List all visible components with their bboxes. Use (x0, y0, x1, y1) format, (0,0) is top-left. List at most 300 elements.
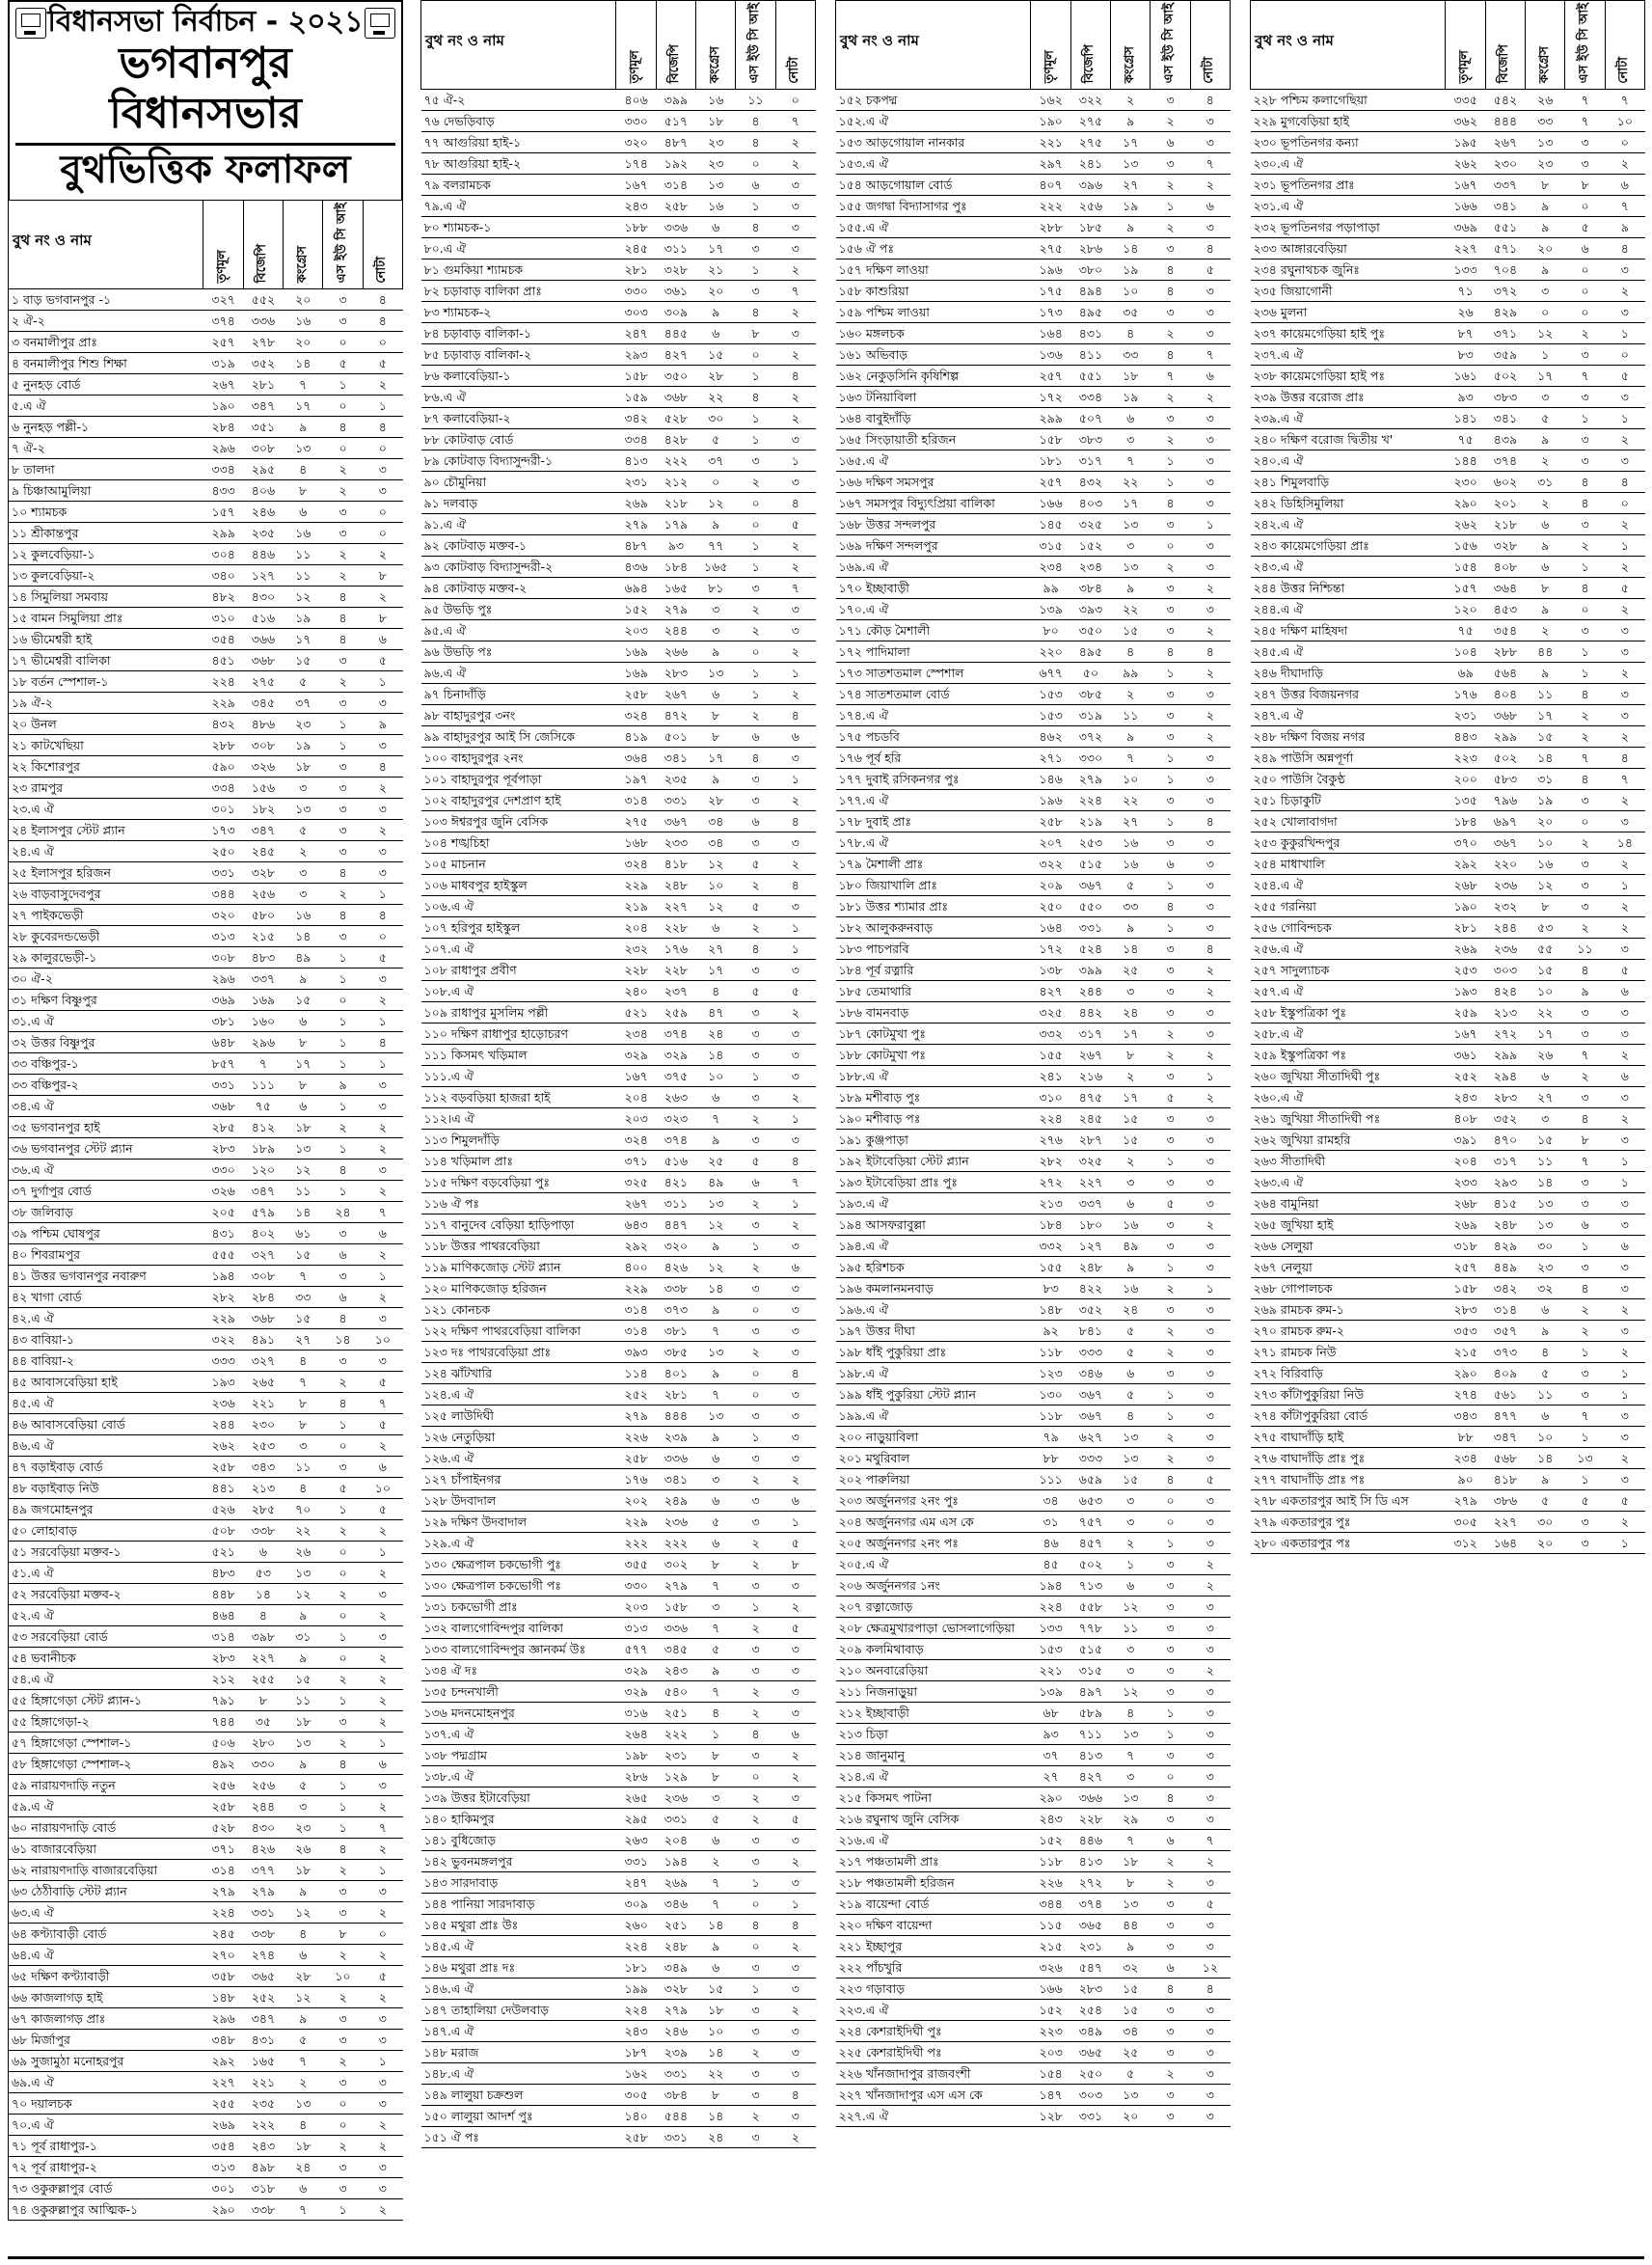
vote-cell: ২৪০ (616, 981, 656, 1002)
booth-name-cell: ২৪৫ দক্ষিণ মাহিষদা (1251, 620, 1446, 641)
vote-cell: ৪ (1565, 960, 1605, 981)
table-row (421, 344, 816, 366)
vote-cell: ১৬ (696, 90, 736, 111)
booth-name-cell: ১৩২ বাল্যগোবিন্দপুর বালিকা (421, 1618, 616, 1639)
vote-cell: ২ (1151, 1045, 1190, 1066)
booth-name-cell: ১৪৫ মথুরা প্রাঃ উঃ (421, 1915, 616, 1936)
table-row (836, 1766, 1231, 1787)
vote-cell: ০ (736, 1766, 775, 1787)
table-row (1251, 599, 1645, 620)
vote-cell: ৬৮ (1031, 1703, 1070, 1724)
vote-cell: ৩১৩ (616, 1618, 656, 1639)
vote-cell: ৩৪১ (1485, 196, 1525, 217)
vote-cell: ৩ (1151, 1363, 1190, 1384)
vote-cell: ২৯৯ (1031, 408, 1070, 429)
vote-cell: ১০ (696, 1066, 736, 1087)
vote-cell: ৫২১ (203, 1542, 243, 1563)
table-row (9, 1881, 403, 1902)
vote-cell: ২৫৩ (243, 1435, 283, 1457)
vote-cell: ২৪৪ (1485, 917, 1525, 939)
vote-cell: ১৫ (1111, 620, 1151, 641)
vote-cell: ৩ (1526, 1108, 1565, 1130)
vote-cell: ১ (736, 1872, 775, 1894)
vote-cell: ১৫ (1111, 1469, 1151, 1490)
booth-name-cell: ২৩৮ কায়েমগেড়িয়া হাই পঃ (1251, 366, 1446, 387)
vote-cell: ৬ (363, 1223, 402, 1244)
vote-cell: ১ (1605, 1533, 1644, 1554)
vote-cell: ২৬৯ (1446, 1214, 1485, 1236)
vote-cell: ২৩৬ (1485, 939, 1525, 960)
vote-cell: ৩১৪ (203, 1860, 243, 1881)
table-row (421, 1851, 816, 1872)
vote-cell: ৯ (284, 1605, 323, 1626)
vote-cell: ৫৭৭ (616, 1639, 656, 1660)
vote-cell: ২ (1190, 1660, 1230, 1681)
vote-cell: ১৪ (284, 353, 323, 374)
vote-cell: ১ (775, 939, 815, 960)
vote-cell: ১৫ (1111, 1978, 1151, 2000)
vote-cell: ৩৩৬ (656, 1448, 695, 1469)
vote-cell: ২৬৫ (243, 1372, 283, 1393)
vote-cell: ৪ (1111, 1405, 1151, 1427)
vote-cell: ৩৪৪ (1031, 1894, 1070, 1915)
booth-name-cell: ৪২ খাগা বোর্ড (9, 1287, 203, 1308)
vote-cell: ৮ (696, 705, 736, 726)
vote-cell: ২৮২ (1031, 1151, 1070, 1172)
table-row (1251, 259, 1645, 281)
vote-cell: ৩৩০ (1070, 748, 1110, 769)
booth-name-cell: ২৬৩ সীতাদিঘী (1251, 1151, 1446, 1172)
vote-cell: ২৬৩ (656, 1087, 695, 1108)
table-row (836, 1469, 1231, 1490)
vote-cell: ৪ (363, 311, 402, 332)
vote-cell: ১ (1565, 663, 1605, 684)
vote-cell: ৯ (696, 769, 736, 790)
vote-cell: ৫৪৪ (656, 2106, 695, 2127)
vote-cell: ১৭৩ (1031, 302, 1070, 323)
booth-name-cell: ২১৮ পঞ্চতামলী হরিজন (836, 1872, 1031, 1894)
vote-cell: ১ (323, 1011, 363, 1032)
vote-cell: ২ (1605, 896, 1644, 917)
vote-cell: ৩৩১ (203, 1075, 243, 1096)
table-row (421, 302, 816, 323)
table-row (9, 862, 403, 884)
booth-name-cell: ১৫২.এ ঐ (836, 111, 1031, 132)
vote-cell: ৪৮৭ (656, 132, 695, 153)
table-row (9, 1584, 403, 1605)
vote-cell: ৪২১ (656, 1172, 695, 1193)
vote-cell: ৭ (1565, 1405, 1605, 1427)
table-row (836, 1363, 1231, 1384)
vote-cell: ৩ (1151, 599, 1190, 620)
vote-cell: ৩ (1190, 1299, 1230, 1321)
vote-cell: ৭ (1565, 748, 1605, 769)
booth-name-cell: ১৫৩ আড়গোয়াল নানকার (836, 132, 1031, 153)
table-row (421, 1490, 816, 1512)
vote-cell: ৯ (1111, 917, 1151, 939)
vote-cell: ২০ (696, 281, 736, 302)
vote-cell: ৩ (1151, 790, 1190, 811)
vote-cell: ৩২৭ (243, 1244, 283, 1266)
table-row (1251, 1087, 1645, 1108)
vote-cell: ৩৩২ (1031, 1236, 1070, 1257)
table-row (421, 1130, 816, 1151)
table-row (1251, 875, 1645, 896)
table-row (9, 778, 403, 799)
vote-cell: ৩১৮ (1446, 1236, 1485, 1257)
vote-cell: ২৭০ (203, 1945, 243, 1966)
table-row (9, 417, 403, 438)
vote-cell: ২ (363, 1690, 402, 1711)
vote-cell: ৩০৮ (203, 947, 243, 969)
vote-cell: ১৭ (1526, 1023, 1565, 1045)
vote-cell: ৩ (1151, 90, 1190, 111)
vote-cell: ১৬৫ (696, 557, 736, 578)
vote-cell: ৪ (736, 302, 775, 323)
vote-cell: ৯ (1526, 196, 1565, 217)
vote-cell: ৯ (284, 2008, 323, 2030)
table-row (9, 1351, 403, 1372)
vote-cell: ২৯০ (1446, 1363, 1485, 1384)
vote-cell: ৪ (1190, 238, 1230, 259)
vote-cell: ১১৮ (1031, 1405, 1070, 1427)
vote-cell: ৫১৬ (243, 608, 283, 629)
vote-cell: ১৬৯ (243, 990, 283, 1011)
vote-cell: ৫ (696, 1639, 736, 1660)
booth-name-cell: ৬৩ ঠেঠীবাড়ি স্টেট প্ল্যান (9, 1881, 203, 1902)
booth-name-cell: ২২৮ পশ্চিম কলাগেছিয়া (1251, 90, 1446, 111)
vote-cell: ৬ (696, 917, 736, 939)
vote-cell: ১৮ (1111, 366, 1151, 387)
booth-name-cell: ২৪৭ উত্তর বিজয়নগর (1251, 684, 1446, 705)
vote-cell: ৩ (323, 289, 363, 311)
booth-name-cell: ১৪৭.এ ঐ (421, 2021, 616, 2042)
table-row (9, 332, 403, 353)
vote-cell: ২৩৪ (1070, 557, 1110, 578)
vote-cell: ৩ (775, 1660, 815, 1681)
table-row (836, 387, 1231, 408)
vote-cell: ৫ (284, 1775, 323, 1796)
booth-name-cell: ৭৫ ঐ-২ (421, 90, 616, 111)
table-row (836, 854, 1231, 875)
table-row (421, 684, 816, 705)
vote-cell: ০ (323, 990, 363, 1011)
vote-cell: ১৩ (1526, 1214, 1565, 1236)
vote-cell: ১ (696, 1724, 736, 1745)
table-row (9, 1181, 403, 1202)
table-row (1251, 684, 1645, 705)
vote-cell: ১২৮ (1031, 2106, 1070, 2127)
vote-cell: ১৭৯ (656, 514, 695, 535)
vote-cell: ২২৪ (203, 1902, 243, 1924)
vote-cell: ২৪৪ (243, 1796, 283, 1817)
booth-name-cell: ৮৯ কোটবাড় বিদ্যাসুন্দরী-১ (421, 450, 616, 472)
vote-cell: ২১৮ (1485, 514, 1525, 535)
booth-name-cell: ২৫৩ কুকুরখিন্দপুর (1251, 832, 1446, 854)
vote-cell: ১৮ (1111, 1851, 1151, 1872)
vote-cell: ১৭ (1111, 1087, 1151, 1108)
vote-cell: ৬৪৩ (616, 1214, 656, 1236)
vote-cell: ১ (363, 1011, 402, 1032)
booth-name-cell: ৪২.এ ঐ (9, 1308, 203, 1329)
vote-cell: ৬ (1526, 514, 1565, 535)
header-booth-name: বুথ নং ও নাম (1251, 1, 1446, 90)
booth-name-cell: ৫৪.এ ঐ (9, 1669, 203, 1690)
vote-cell: ১৩৯ (1031, 1681, 1070, 1703)
vote-cell: ৩৩৮ (243, 1924, 283, 1945)
table-row (836, 366, 1231, 387)
vote-cell: ২৮৩ (1485, 1087, 1525, 1108)
vote-cell: ৮ (1565, 175, 1605, 196)
table-row (836, 1809, 1231, 1830)
vote-cell: ৩১৯ (203, 353, 243, 374)
vote-cell: ৬ (696, 1957, 736, 1978)
table-row (836, 1745, 1231, 1766)
vote-cell: ৩৪৬ (656, 1894, 695, 1915)
vote-cell: ৩৭৪ (1070, 1894, 1110, 1915)
vote-cell: ৩১০ (203, 608, 243, 629)
booth-name-cell: ৫ নুনহড় বোর্ড (9, 374, 203, 396)
vote-cell: ৪ (696, 981, 736, 1002)
vote-cell: ১৫৬ (243, 778, 283, 799)
vote-cell: ৩৪৯ (656, 1957, 695, 1978)
vote-cell: ৪ (323, 1754, 363, 1775)
vote-cell: ৪ (775, 875, 815, 896)
vote-cell: ৩ (736, 578, 775, 599)
table-row (1251, 493, 1645, 514)
vote-cell: ৬ (363, 1754, 402, 1775)
booth-name-cell: ২ ঐ-২ (9, 311, 203, 332)
vote-cell: ৫৪২ (1485, 90, 1525, 111)
vote-cell: ১৬৮ (616, 832, 656, 854)
vote-cell: ৩৮৪ (656, 2085, 695, 2106)
vote-cell: ২৯২ (616, 1236, 656, 1257)
table-row (421, 1236, 816, 1257)
vote-cell: ১৯৫ (1446, 132, 1485, 153)
vote-cell: ০ (736, 493, 775, 514)
table-row (836, 175, 1231, 196)
vote-cell: ৩৩১ (656, 2063, 695, 2085)
vote-cell: ২ (1111, 1533, 1151, 1554)
vote-cell: ০ (323, 1435, 363, 1457)
vote-cell: ৩৩৩ (1070, 1448, 1110, 1469)
vote-cell: ৩ (1565, 1363, 1605, 1384)
vote-cell: ৬ (696, 1087, 736, 1108)
vote-cell: ০ (1151, 1490, 1190, 1512)
table-row (9, 1860, 403, 1881)
vote-cell: ৩ (1605, 705, 1644, 726)
vote-cell: ২ (1605, 429, 1644, 450)
vote-cell: ২৩৯ (656, 2042, 695, 2063)
vote-cell: ৬ (1605, 175, 1644, 196)
vote-cell: ৪৪৬ (243, 544, 283, 565)
vote-cell: ৩ (363, 735, 402, 756)
table-row (1251, 196, 1645, 217)
table-row (1251, 748, 1645, 769)
vote-cell: ৩৬৭ (1070, 875, 1110, 896)
vote-cell: ৩৩১ (656, 2127, 695, 2148)
vote-cell: ৩ (1565, 1172, 1605, 1193)
vote-cell: ৪২২ (1070, 1278, 1110, 1299)
table-row (421, 1554, 816, 1575)
vote-cell: ৩ (1190, 896, 1230, 917)
vote-cell: ২ (775, 132, 815, 153)
vote-cell: ৩৬২ (1446, 111, 1485, 132)
vote-cell: ৩ (1190, 684, 1230, 705)
vote-cell: ৩ (1190, 1130, 1230, 1151)
vote-cell: ১৭৬ (616, 1469, 656, 1490)
vote-cell: ২২১ (243, 1393, 283, 1414)
vote-cell: ৫ (1151, 1087, 1190, 1108)
booth-name-cell: ৬৪.এ ঐ (9, 1945, 203, 1966)
vote-cell: ৩ (1190, 917, 1230, 939)
vote-cell: ৫৯০ (203, 756, 243, 778)
table-row (9, 1987, 403, 2008)
table-header (1251, 1, 1645, 90)
vote-cell: ২ (1111, 90, 1151, 111)
vote-cell: ২ (1605, 1045, 1644, 1066)
vote-cell: ৩৭২ (1070, 726, 1110, 748)
vote-cell: ৮ (284, 1032, 323, 1053)
vote-cell: ৫ (775, 514, 815, 535)
vote-cell: ৫ (323, 353, 363, 374)
table-row (9, 502, 403, 523)
vote-cell: ২ (736, 1257, 775, 1278)
vote-cell: ৬ (1111, 1363, 1151, 1384)
vote-cell: ২৬৭ (1485, 132, 1525, 153)
vote-cell: ৩ (323, 523, 363, 544)
vote-cell: ৩৫ (1111, 302, 1151, 323)
vote-cell: ৩ (1190, 1257, 1230, 1278)
table-row (836, 2106, 1231, 2127)
booth-name-cell: ২৩০ ভূপতিনগর কন্যা (1251, 132, 1446, 153)
vote-cell: ২ (1190, 705, 1230, 726)
header-label: তৃণমূল (215, 249, 230, 284)
vote-cell: ২ (736, 2042, 775, 2063)
vote-cell: ৩ (363, 862, 402, 884)
vote-cell: ৪৯ (1111, 1236, 1151, 1257)
vote-cell: ২৮৩ (656, 663, 695, 684)
vote-cell: ৩ (284, 884, 323, 905)
booth-name-cell: ১৯৬.এ ঐ (836, 1299, 1031, 1321)
vote-cell: ৩৬৪ (616, 748, 656, 769)
vote-cell: ১ (323, 1414, 363, 1435)
vote-cell: ২ (736, 705, 775, 726)
vote-cell: ০ (323, 2093, 363, 2115)
booth-name-cell: ২৫০ পাউসি বৈকুণ্ঠ (1251, 769, 1446, 790)
table-row (421, 408, 816, 429)
vote-cell: ৭ (363, 1202, 402, 1223)
vote-cell: ৩০৯ (616, 1894, 656, 1915)
vote-cell: ২৬৫ (616, 1787, 656, 1809)
vote-cell: ৫ (284, 2030, 323, 2051)
vote-cell: ২২৪ (1070, 790, 1110, 811)
vote-cell: ২ (363, 1520, 402, 1542)
vote-cell: ২ (696, 1851, 736, 1872)
vote-cell: ২ (736, 620, 775, 641)
vote-cell: ২৫৩ (1070, 832, 1110, 854)
vote-cell: ৬ (696, 1490, 736, 1512)
table-row (836, 1193, 1231, 1214)
table-row (836, 1321, 1231, 1342)
election-title: বিধানসভা নির্বাচন - ২০২১ (47, 5, 364, 39)
vote-cell: ২৩১ (656, 1745, 695, 1766)
vote-cell: ৯ (1526, 429, 1565, 450)
vote-cell: ৩ (363, 1584, 402, 1605)
vote-cell: ২ (323, 565, 363, 587)
vote-cell: ৩ (736, 1830, 775, 1851)
vote-cell: ৩ (775, 323, 815, 344)
booth-name-cell: ৭০.এ ঐ (9, 2115, 203, 2136)
booth-name-cell: ৫২.এ ঐ (9, 1605, 203, 1626)
vote-cell: ২ (363, 587, 402, 608)
vote-cell: ৩২৮ (656, 1978, 695, 2000)
vote-cell: ১৮৪ (1446, 811, 1485, 832)
vote-cell: ২২২ (1031, 196, 1070, 217)
vote-cell: ২১৫ (1031, 1936, 1070, 1957)
table-row (1251, 450, 1645, 472)
table-row (9, 1924, 403, 1945)
vote-cell: ২৩ (696, 153, 736, 175)
vote-cell: ৩ (696, 1469, 736, 1490)
table-row (836, 535, 1231, 557)
vote-cell: ২৭২ (1485, 1023, 1525, 1045)
vote-cell: ২৪৮ (656, 1936, 695, 1957)
vote-cell: ৩৮৩ (1485, 387, 1525, 408)
vote-cell: ৩ (736, 2063, 775, 2085)
vote-cell: ৩ (1605, 1130, 1644, 1151)
vote-cell: ১৭৩ (203, 820, 243, 841)
vote-cell: ৩ (1190, 1512, 1230, 1533)
table-row (421, 917, 816, 939)
booth-name-cell: ১১৩ শিমুলদাঁড়ি (421, 1130, 616, 1151)
vote-cell: ১ (1190, 1278, 1230, 1299)
vote-cell: ৩৫৮ (203, 1966, 243, 1987)
vote-cell: ২৫৭ (1031, 366, 1070, 387)
vote-cell: ৩৬৯ (1446, 217, 1485, 238)
vote-cell: ২ (363, 1711, 402, 1733)
table-row (9, 1478, 403, 1499)
vote-cell: ২ (1605, 153, 1644, 175)
vote-cell: ২৬৯ (616, 493, 656, 514)
vote-cell: ৪৯ (284, 947, 323, 969)
vote-cell: ৪৪১ (203, 1478, 243, 1499)
vote-cell: ৬ (284, 502, 323, 523)
vote-cell: ১৬ (1526, 854, 1565, 875)
vote-cell: ৯ (1526, 1321, 1565, 1342)
table-row (836, 917, 1231, 939)
vote-cell: ৪ (1190, 1978, 1230, 2000)
vote-cell: ২ (323, 544, 363, 565)
booth-name-cell: ১৩৪ ঐ দঃ (421, 1660, 616, 1681)
vote-cell: ২৬৭ (1070, 1045, 1110, 1066)
vote-cell: ২২৯ (616, 875, 656, 896)
vote-cell: ৩ (1151, 153, 1190, 175)
vote-cell: ৪৪২ (1070, 1002, 1110, 1023)
vote-cell: ১৮০ (1070, 1214, 1110, 1236)
vote-cell: ১ (363, 1860, 402, 1881)
vote-cell: ১৩৩ (1031, 1618, 1070, 1639)
vote-cell: ৩১৪ (656, 175, 695, 196)
booth-name-cell: ৬০ নারায়ণদাড়ি বোর্ড (9, 1817, 203, 1839)
vote-cell: ২৪৭ (616, 1872, 656, 1894)
vote-cell: ২ (1111, 684, 1151, 705)
vote-cell: ৩ (1151, 1936, 1190, 1957)
booth-name-cell: ১৪২ ভুবনমঙ্গলপুর (421, 1851, 616, 1872)
table-row (9, 1266, 403, 1287)
booth-name-cell: ৫৮ হিঙ্গাগেড়া স্পেশাল-২ (9, 1754, 203, 1775)
vote-cell: ৩ (736, 1745, 775, 1766)
